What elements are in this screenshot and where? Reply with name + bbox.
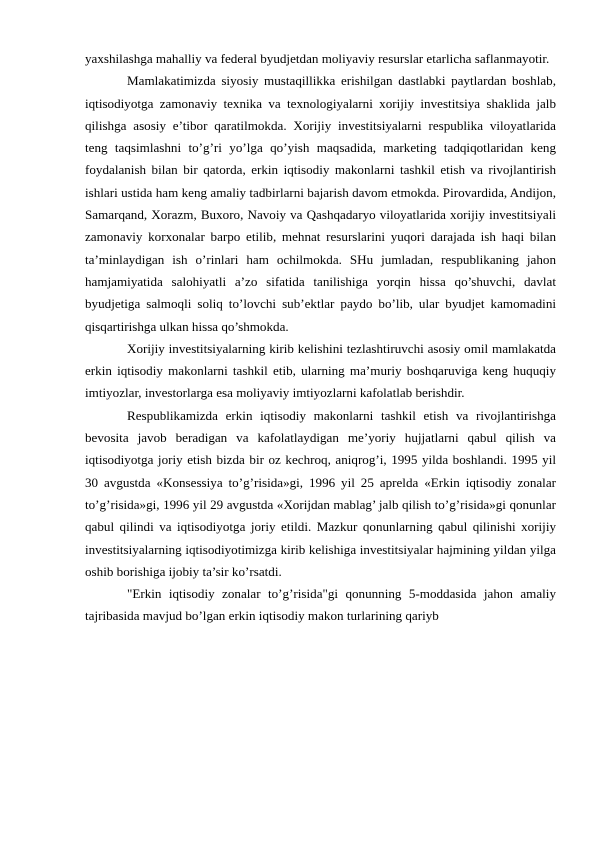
- paragraph-legal-framework: Respublikamizda erkin iqtisodiy makonlarni tashkil etish va rivojlantirishga bevosita javob beradigan va kafolatlaydigan me’yoriy hujjatlarni qabul qilish va iqtisodiyotga joriy etish bizda bir oz kechroq, aniqrog’i, 1995 yilda boshlandi. 1995 yil 30 avgustda «Konsessiya to’g’risida»gi, 1996 yil 25 aprelda «Erkin iqtisodiy zonalar to’g’risida»gi, 1996 yil 29 avgustda «Xorijdan mablag’ jalb qilish to’g’risida»gi qonunlar qabul qilindi va iqtisodiyotga joriy etildi. Mazkur qonunlarning qabul qilinishi xorijiy investitsiyalarning iqtisodiyotimizga kirib kelishiga investitsiyalar hajmining yildan yilga oshib borishiga ijobiy ta’sir ko’rsatdi.: [85, 407, 556, 579]
- paragraph-continuation: yaxshilashga mahalliy va federal byudjetdan moliyaviy resurslar etarlicha saflanmayotir.: [85, 51, 550, 66]
- paragraph-investment-attraction: Mamlakatimizda siyosiy mustaqillikka erishilgan dastlabki paytlardan boshlab, iqtisodiyotga zamonaviy texnika va texnologiyalarni xorijiy investitsiya shaklida jalb qilishga asosiy e’tibor qaratilmokda. Xorijiy investitsiyalarni respublika viloyatlarida teng taqsimlashni to’g’ri yo’lga qo’yish maqsadida, marketing tadqiqotlaridan keng foydalanish bilan bir qatorda, erkin iqtisodiy makonlarni tashkil etish va rivojlantirish ishlari ustida ham keng amaliy tadbirlarni bajarish davom etmokda. Pirovardida, Andijon, Samarqand, Xorazm, Buxoro, Navoiy va Qashqadaryo viloyatlarida xorijiy investitsiyali zamonaviy korxonalar barpo etilib, mehnat resurslarini yuqori darajada ish haqi bilan ta’minlaydigan ish o’rinlari ham ochilmokda. SHu jumladan, respublikaning jahon hamjamiyatida salohiyatli a’zo sifatida tanilishiga yorqin hissa qo’shuvchi, davlat byudjetiga salmoqli soliq to’lovchi sub’ektlar paydo bo’lib, ular byudjet kamomadini qisqartirishga ulkan hissa qo’shmokda.: [85, 73, 556, 334]
- document-page: [85, 48, 556, 628]
- paragraph-main-factor: Xorijiy investitsiyalarning kirib kelishini tezlashtiruvchi asosiy omil mamlakatda erkin iqtisodiy makonlarni tashkil etib, ularning ma’muriy boshqaruviga keng huquqiy imtiyozlar, investorlarga esa moliyaviy imtiyozlarni kafolatlab berishdir.: [85, 340, 556, 401]
- paragraph-article-five: "Erkin iqtisodiy zonalar to’g’risida"gi qonunning 5-moddasida jahon amaliy tajribasida mavjud bo’lgan erkin iqtisodiy makon turlarining qariyb: [85, 586, 556, 624]
